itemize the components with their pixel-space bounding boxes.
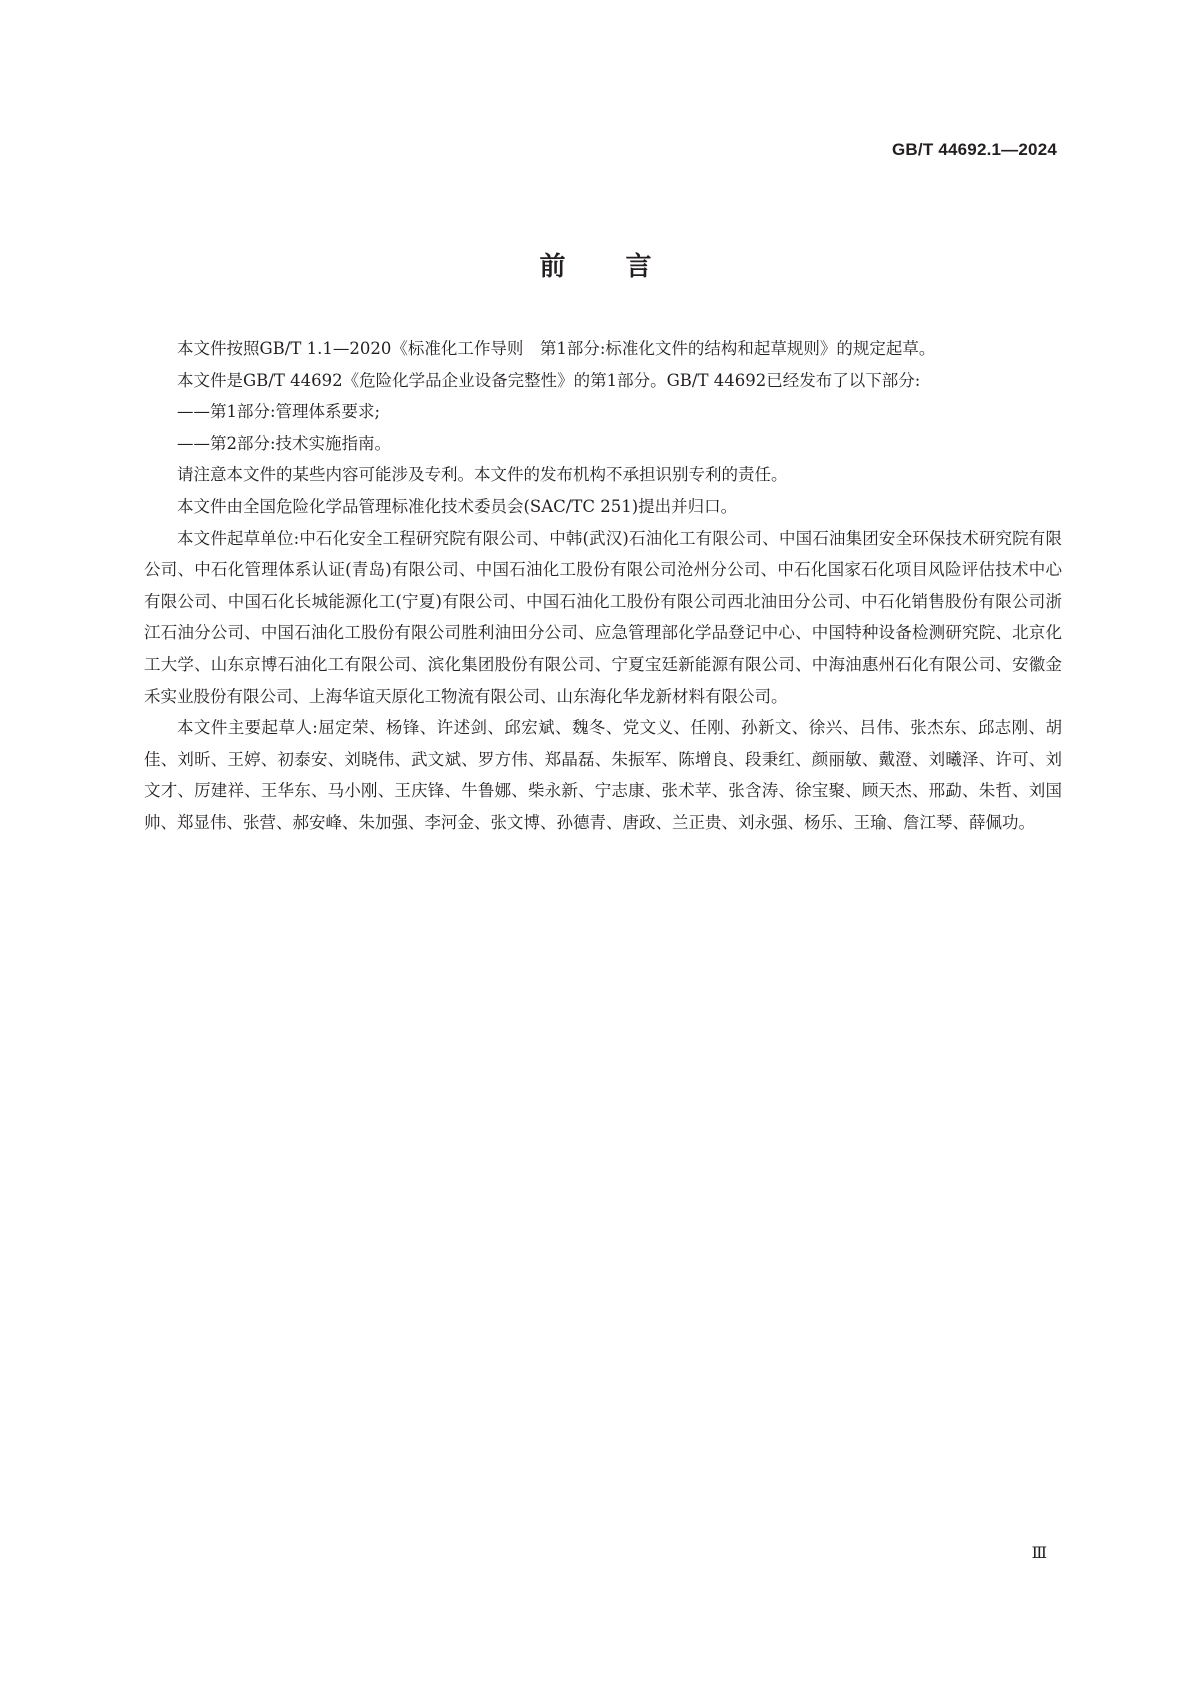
paragraph-document-part: 本文件是GB/T 44692《危险化学品企业设备完整性》的第1部分。GB/T 44692已经发布了以下部分:: [177, 370, 921, 390]
paragraph-proposer: 本文件由全国危险化学品管理标准化技术委员会(SAC/TC 251)提出并归口。: [177, 496, 738, 516]
paragraph-drafters: 本文件主要起草人:屈定荣、杨锋、许述剑、邱宏斌、魏冬、党文义、任刚、孙新文、徐兴、吕伟、张杰东、邱志刚、胡佳、刘昕、王婷、初泰安、刘晓伟、武文斌、罗方伟、郑晶磊、朱振军、陈增良、段秉红、颜丽敏、戴澄、刘曦泽、许可、刘文才、厉建祥、王华东、马小刚、王庆锋、牛鲁娜、柴永新、宁志康、张术苹、张含涛、徐宝聚、顾天杰、邢勐、朱哲、刘国帅、郑显伟、张营、郝安峰、朱加强、李河金、张文博、孙德青、唐政、兰正贵、刘永强、杨乐、王瑜、詹江琴、薛佩功。: [144, 718, 1062, 832]
page-title: 前言: [539, 252, 712, 282]
list-item-part-1: ——第1部分:管理体系要求;: [177, 402, 381, 422]
standard-code: GB/T 44692.1—2024: [892, 140, 1057, 159]
foreword-body: [144, 333, 1062, 839]
paragraph-drafting-organizations: 本文件起草单位:中石化安全工程研究院有限公司、中韩(武汉)石油化工有限公司、中国石油集团安全环保技术研究院有限公司、中石化管理体系认证(青岛)有限公司、中国石油化工股份有限公司沧州分公司、中石化国家石化项目风险评估技术中心有限公司、中国石化长城能源化工(宁夏)有限公司、中国石油化工股份有限公司西北油田分公司、中石化销售股份有限公司浙江石油分公司、中国石油化工股份有限公司胜利油田分公司、应急管理部化学品登记中心、中国特种设备检测研究院、北京化工大学、山东京博石油化工有限公司、滨化集团股份有限公司、宁夏宝廷新能源有限公司、中海油惠州石化有限公司、安徽金禾实业股份有限公司、上海华谊天原化工物流有限公司、山东海化华龙新材料有限公司。: [144, 528, 1062, 706]
paragraph-patent-notice: 请注意本文件的某些内容可能涉及专利。本文件的发布机构不承担识别专利的责任。: [177, 465, 788, 485]
page-number: Ⅲ: [1031, 1543, 1047, 1562]
list-item-part-2: ——第2部分:技术实施指南。: [177, 433, 392, 453]
paragraph-drafting-rules: 本文件按照GB/T 1.1—2020《标准化工作导则 第1部分:标准化文件的结构和起草规则》的规定起草。: [177, 339, 936, 358]
